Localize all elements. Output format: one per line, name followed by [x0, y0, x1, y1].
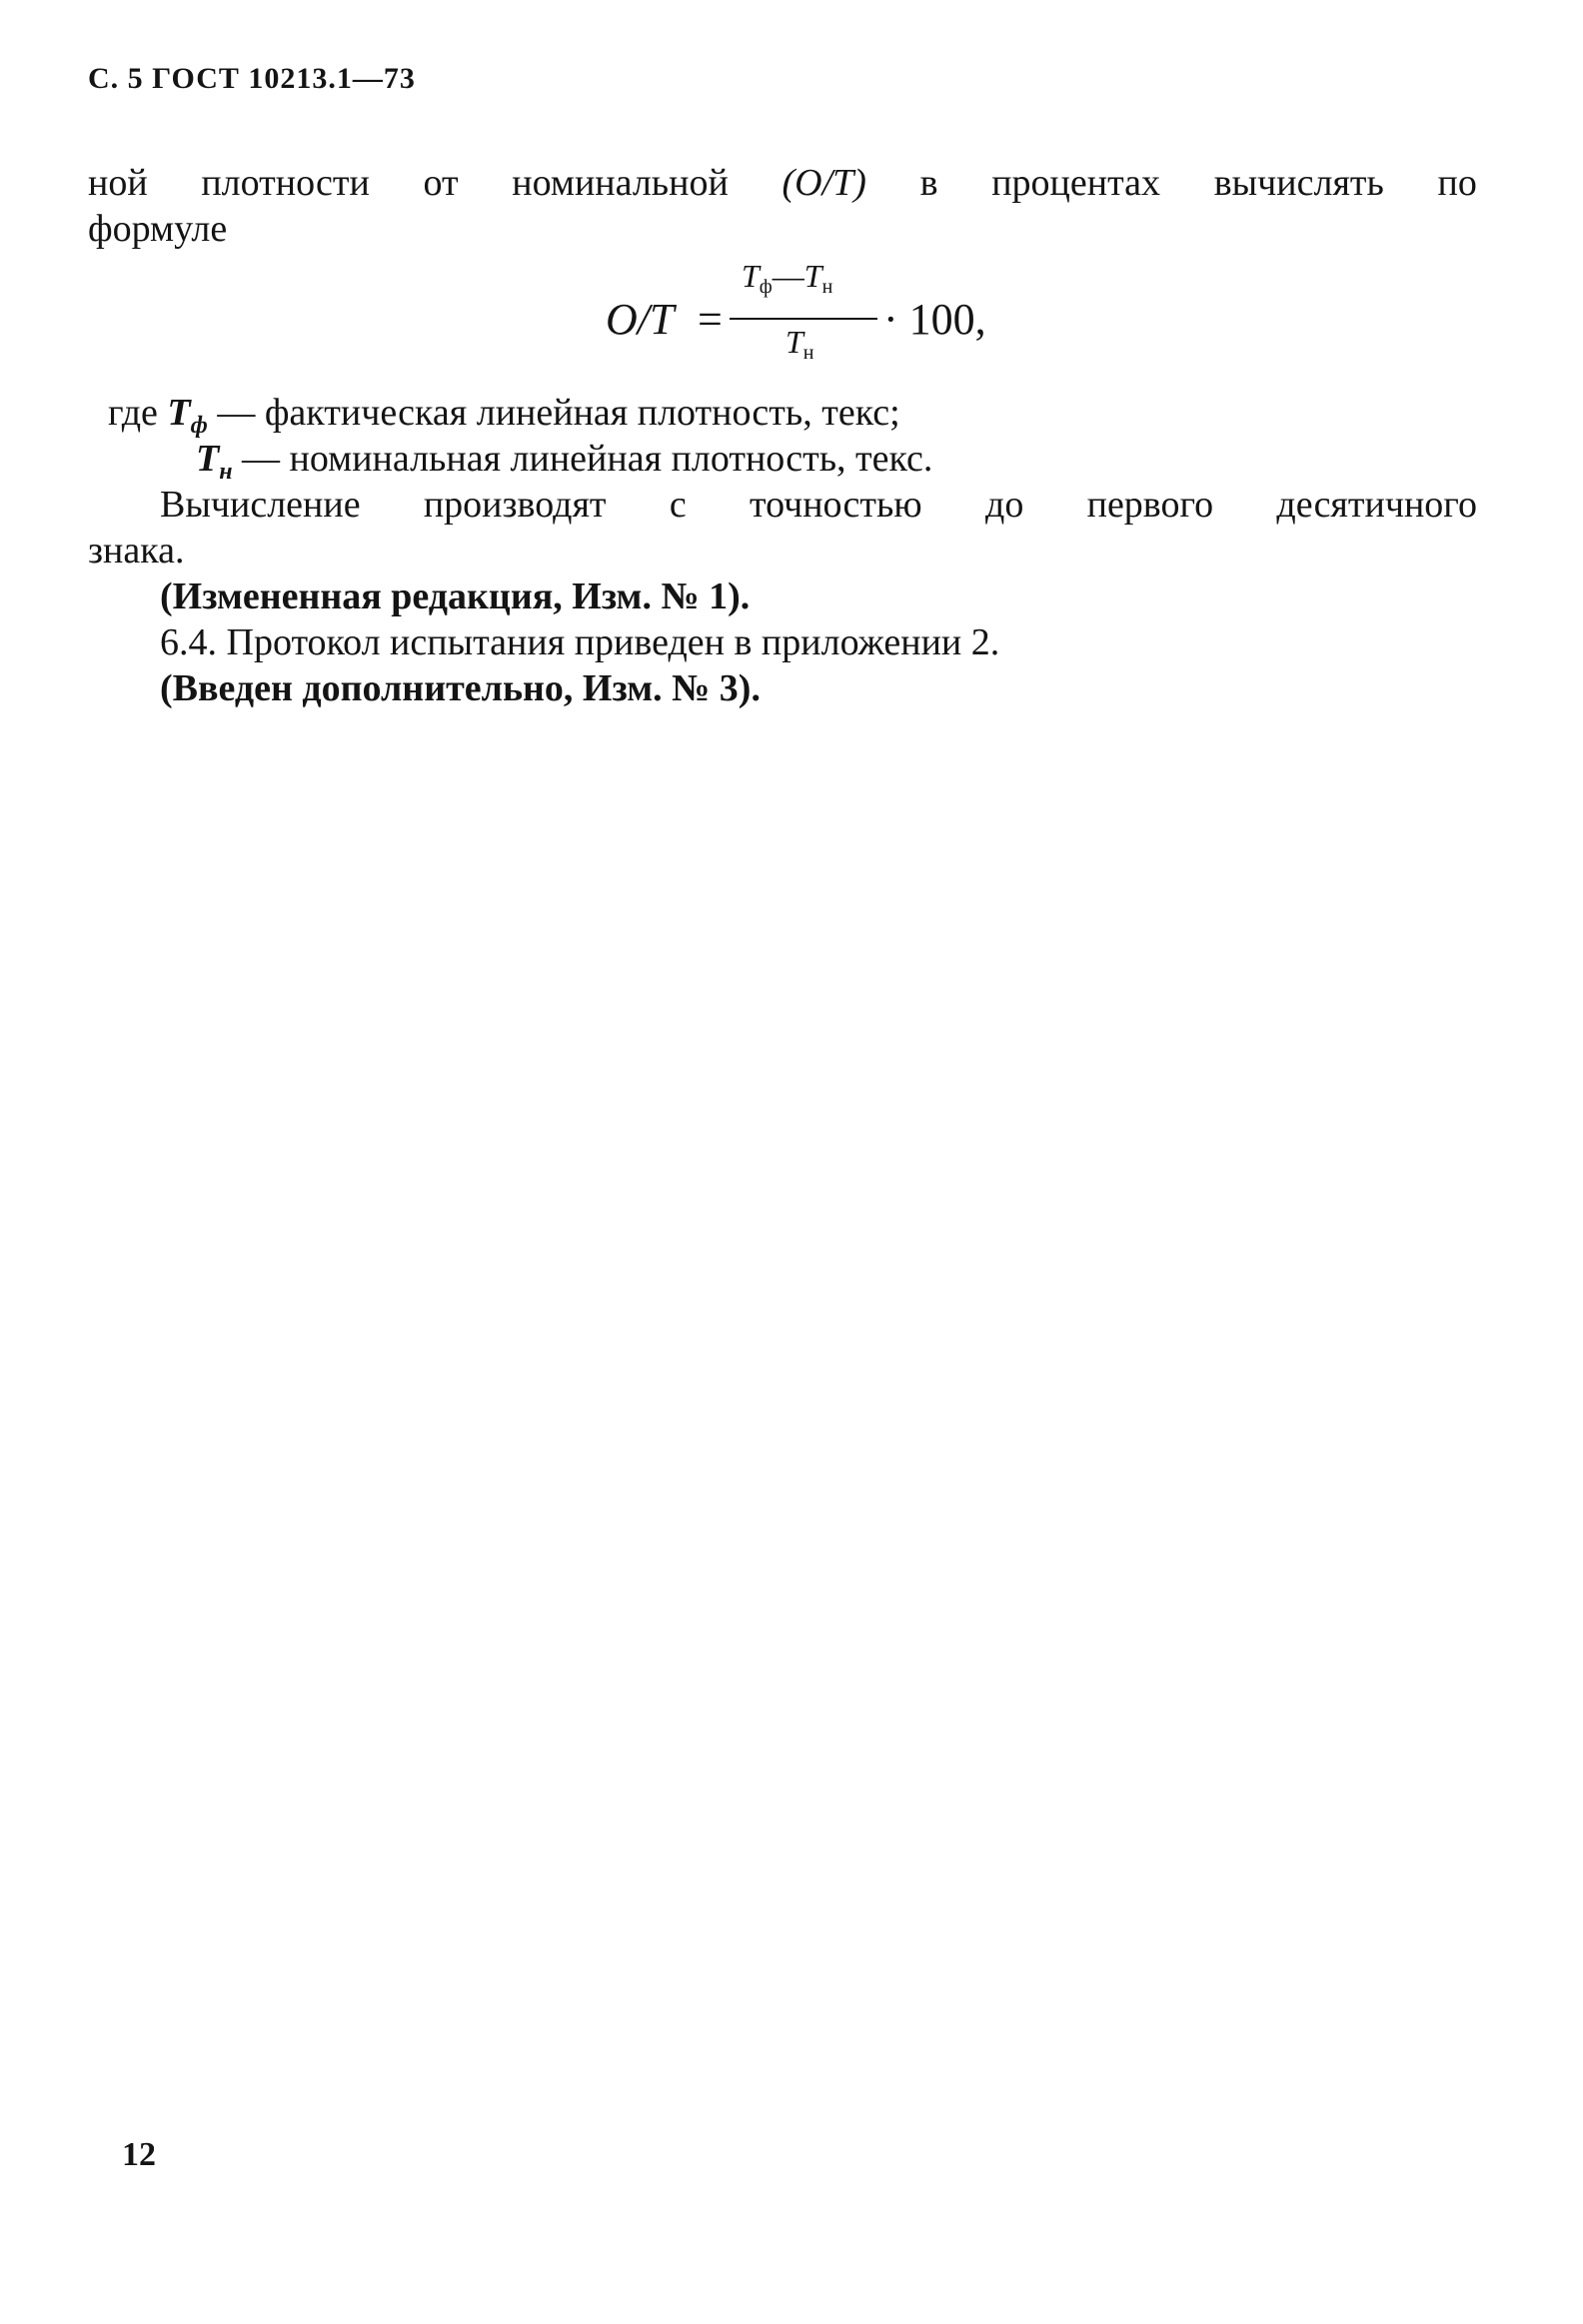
word: до	[984, 484, 1024, 526]
word: с	[669, 484, 687, 526]
word: десятичного	[1276, 484, 1477, 526]
formula-numerator: $T_ф—T_н$	[742, 258, 833, 298]
word: производят	[423, 484, 607, 526]
definition-2	[196, 436, 1583, 485]
formula-denominator: $T_н$	[786, 324, 814, 364]
word: от	[423, 162, 459, 204]
word: вычислять	[1213, 162, 1384, 204]
word: точностью	[749, 484, 922, 526]
where-word: где	[108, 392, 158, 434]
word: номинальной	[512, 162, 729, 204]
word: процентах	[991, 162, 1161, 204]
definition-1	[108, 390, 1497, 439]
calc-line-1	[160, 482, 1477, 528]
word: ной	[88, 162, 148, 204]
symbol: $T_н$	[196, 438, 233, 485]
fraction-bar	[730, 318, 877, 320]
calc-line-2: знака.	[88, 530, 185, 572]
symbol: $T_ф$	[167, 392, 208, 439]
definition-text: — фактическая линейная плотность, текс;	[217, 392, 900, 434]
formula-equals: =	[698, 295, 723, 344]
word: по	[1437, 162, 1477, 204]
formula-multiplier: · 100,	[883, 295, 986, 344]
paragraph-line-2: формуле	[88, 208, 228, 250]
paragraph-line-1	[88, 160, 1477, 206]
word: (O/T)	[782, 162, 866, 204]
amendment-3: (Введен дополнительно, Изм. № 3).	[160, 667, 761, 709]
word: первого	[1086, 484, 1214, 526]
page-number: 12	[122, 2136, 156, 2173]
amendment-1: (Измененная редакция, Изм. № 1).	[160, 576, 751, 617]
word: плотности	[201, 162, 370, 204]
formula	[600, 258, 1019, 378]
running-header: С. 5 ГОСТ 10213.1—73	[88, 62, 416, 95]
word: в	[919, 162, 938, 204]
definition-text: — номинальная линейная плотность, текс.	[242, 438, 933, 480]
formula-lhs: O/T	[606, 295, 675, 344]
word: Вычисление	[160, 484, 361, 526]
clause-6-4: 6.4. Протокол испытания приведен в приложении 2.	[160, 621, 1000, 663]
